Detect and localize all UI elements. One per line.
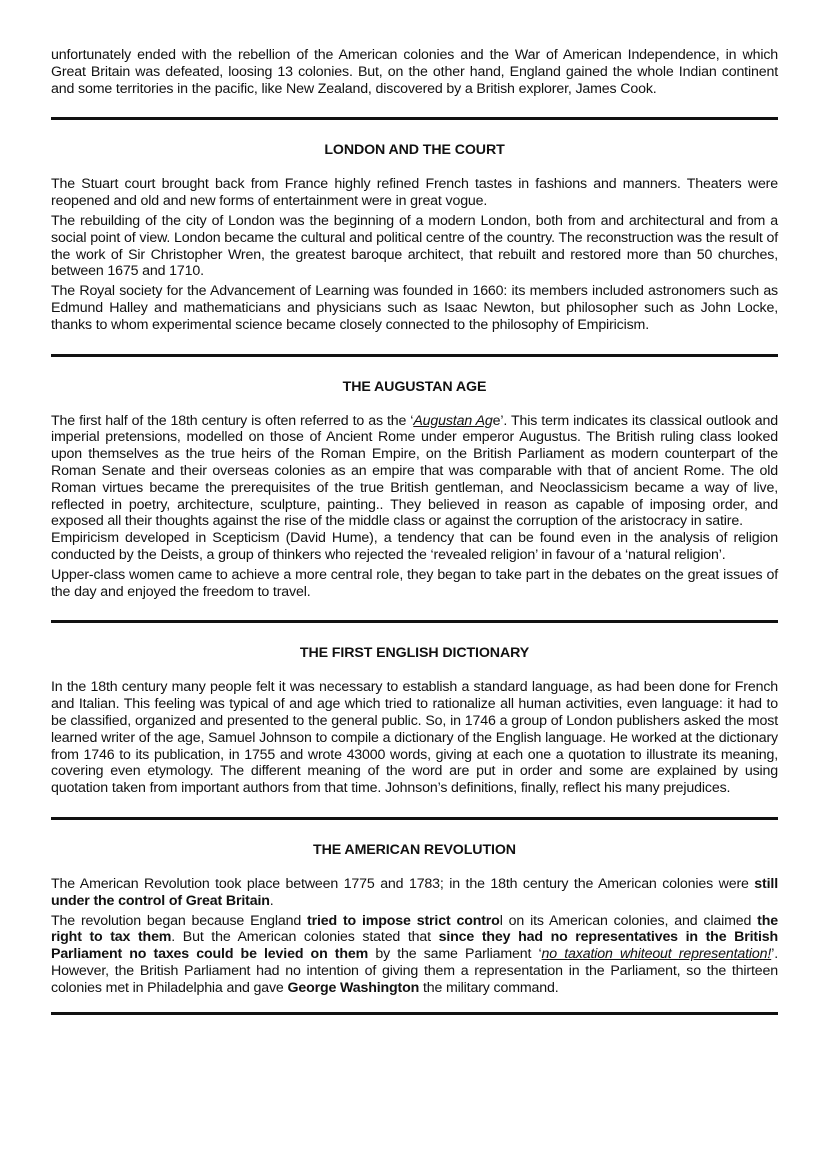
paragraph: [51, 176, 778, 210]
section-divider: [51, 1012, 778, 1015]
section-divider: [51, 354, 778, 357]
section: [51, 620, 778, 797]
section: [51, 354, 778, 601]
paragraph: [51, 530, 778, 564]
text-run: the military command.: [419, 979, 559, 996]
intro-text: [51, 47, 778, 97]
section: [51, 817, 778, 997]
text-run: The Stuart court brought back from France highly refined French tastes in fashions and manners. Theaters were reopened and old and new forms of entertainment were in great vogue.: [51, 176, 778, 210]
text-run: e’. This term indicates its classical outlook and imperial pretensions, modelled on those of Ancient Rome under emperor Augustus. The British ruling class looked upon themselves as the true heirs of the Roman Empire, on the British Parliament as modern counterpart of the Roman Senate and their overseas colonies as an empire that was comparable with that of ancient Rome. The old Roman virtues became the prerequisites of the true British gentleman, and Neoclassicism became a way of live, reflected in poetry, architecture, sculpture, painting.. They believed in reason as capable of imposing order, and exposed all their thoughts against the rise of the middle class or against the corruption of the aristocracy in satire.: [51, 412, 778, 530]
bold-text: George Washington: [287, 979, 420, 996]
paragraph: [51, 413, 778, 531]
text-run: The revolution began because England: [51, 912, 308, 929]
emphasis-text: no taxation whiteout representation!: [541, 946, 772, 963]
text-run: The Royal society for the Advancement of Learning was founded in 1660: its members included astronomers such as Edmund Halley and mathematicians and physicians such as Isaac Newton, but philosopher such as John Locke, thanks to whom experimental science became closely connected to the philosophy of Empiricism.: [51, 283, 778, 333]
section-heading: THE AUGUSTAN AGE: [342, 378, 487, 395]
section-divider: [51, 620, 778, 623]
section-divider: [51, 817, 778, 820]
paragraph: [51, 679, 778, 797]
text-run: .: [269, 892, 274, 909]
text-run: . But the American colonies stated that: [171, 929, 439, 946]
emphasis-text: Augustan Ag: [413, 412, 493, 429]
text-run: The American Revolution took place between 1775 and 1783; in the 18th century the American colonies were: [51, 875, 755, 892]
bold-text: since they had no representatives in the British Parliament no taxes could be levied on them: [51, 929, 779, 963]
bold-text: still under the control of Great Britain: [51, 875, 778, 909]
document-page: [51, 47, 778, 1015]
section: [51, 117, 778, 333]
bold-text: the right to tax them: [51, 912, 779, 946]
section-heading: LONDON AND THE COURT: [324, 142, 505, 159]
text-run: Upper-class women came to achieve a more central role, they began to take part in the debates on the great issues of the day and enjoyed the freedom to travel.: [51, 566, 778, 600]
text-run: In the 18th century many people felt it was necessary to establish a standard language, as had been done for French and Italian. This feeling was typical of and age which tried to rationalize all human activities, even language: it had to be classified, organized and presented to the general public. So, in 1746 a group of London publishers asked the most learned writer of the age, Samuel Johnson to compile a dictionary of the English language. He worked at the dictionary from 1746 to its publication, in 1755 and wrote 43000 words, giving at each one a quotation to illustrate its meaning, covering even etymology. The different meaning of the word are put in order and some are explained by using quotation taken from important authors from that time. Johnson’s definitions, finally, reflect his many prejudices.: [51, 679, 778, 797]
text-run: ’. However, the British Parliament had no intention of giving them a representation in the Parliament, so the thirteen colonies met in Philadelphia and gave: [51, 946, 778, 996]
bold-text: tried to impose strict contro: [307, 912, 500, 929]
paragraph: [51, 283, 778, 333]
text-run: The first half of the 18th century is often referred to as the ‘: [51, 412, 414, 429]
text-run: unfortunately ended with the rebellion of the American colonies and the War of American Independence, in which Great Britain was defeated, loosing 13 colonies. But, on the other hand, England gained the whole Indian continent and some territories in the pacific, like New Zealand, discovered by a British explorer, James Cook.: [51, 47, 778, 97]
paragraph: [51, 213, 778, 280]
paragraph: [51, 913, 778, 997]
text-run: l on its American colonies, and claimed: [499, 912, 758, 929]
paragraph: [51, 876, 778, 910]
sections-container: [51, 117, 778, 1015]
section-heading: THE FIRST ENGLISH DICTIONARY: [299, 645, 530, 662]
text-run: Empiricism developed in Scepticism (David Hume), a tendency that can be found even in the analysis of religion conducted by the Deists, a group of thinkers who rejected the ‘revealed religion’ in favour of a ‘natural religion’.: [51, 530, 778, 563]
text-run: by the same Parliament ‘: [368, 946, 542, 963]
text-run: The rebuilding of the city of London was the beginning of a modern London, both from and architectural and from a social point of view. London became the cultural and political centre of the country. The reconstruction was the result of the work of Sir Christopher Wren, the greatest baroque architect, that rebuilt and restored more than 50 churches, between 1675 and 1710.: [51, 212, 778, 280]
section-heading: THE AMERICAN REVOLUTION: [313, 841, 516, 858]
paragraph: [51, 47, 778, 97]
section-divider: [51, 117, 778, 120]
paragraph: [51, 567, 778, 601]
